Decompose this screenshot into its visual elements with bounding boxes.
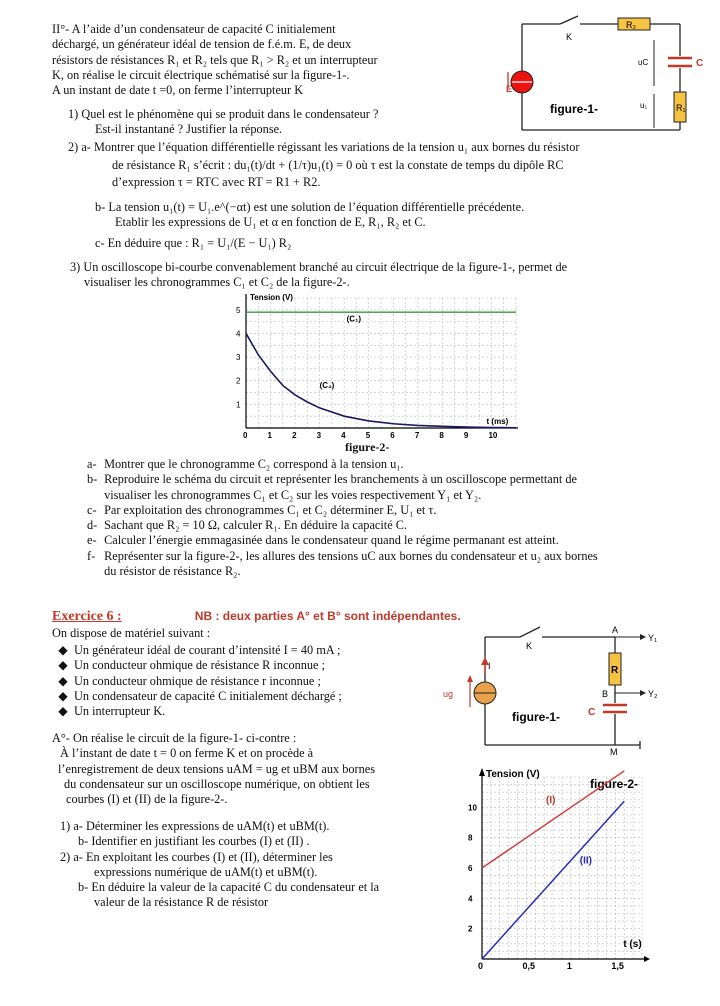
figure-1-caption: figure-1- bbox=[512, 710, 560, 724]
circuit-figure-1-part2 bbox=[500, 10, 715, 140]
material-list bbox=[52, 643, 342, 719]
question-2b bbox=[95, 200, 524, 231]
list-item: ◆ Un conducteur ohmique de résistance R inconnue ; bbox=[58, 658, 325, 673]
list-item: ◆ Un condensateur de capacité C initialement déchargé ; bbox=[58, 688, 342, 703]
intro-line: K, on réalise le circuit électrique schématisé sur la figure-1-. bbox=[52, 67, 350, 82]
x-tick-label: 1,5 bbox=[611, 961, 624, 971]
part-A bbox=[52, 731, 375, 807]
x-axis-label: t (s) bbox=[623, 939, 642, 950]
intro-line: II°- A l’aide d’un condensateur de capacité C initialement bbox=[52, 22, 336, 36]
x-tick-label: 0 bbox=[243, 431, 248, 440]
ex6-questions bbox=[60, 819, 379, 911]
ex6-q-line: 1) a- Déterminer les expressions de uAM(t) et uBM(t). bbox=[60, 819, 330, 833]
ex6-q-line: 2) a- En exploitant les courbes (I) et (II), déterminer les bbox=[60, 849, 333, 864]
part2-intro bbox=[52, 22, 378, 98]
exercise-6-header bbox=[52, 609, 461, 624]
ex6-q-line: b- En déduire la valeur de la capacité C du condensateur et la bbox=[78, 880, 380, 895]
label-A: A bbox=[612, 625, 619, 635]
y-tick-label: 2 bbox=[468, 924, 473, 934]
x-tick-label: 5 bbox=[365, 431, 371, 440]
ex6-q-line: valeur de la résistance R de résistor bbox=[94, 895, 269, 910]
label-Y2: Y₂ bbox=[648, 689, 658, 699]
label-R: R bbox=[611, 665, 619, 676]
y-axis-label: Tension (V) bbox=[250, 293, 293, 302]
partA-line: courbes (I) et (II) de la figure-2-. bbox=[66, 792, 228, 807]
label-B: B bbox=[602, 689, 609, 699]
partA-line: À l’instant de date t = 0 on ferme K et on procède à bbox=[60, 746, 314, 761]
y-tick-label: 8 bbox=[468, 833, 473, 843]
question-3 bbox=[70, 260, 567, 291]
intro-line: résistors de résistances R₁ et R₂ tels que R₁ > R₂ et un interrupteur bbox=[52, 52, 378, 67]
label-ug: ug bbox=[443, 689, 454, 699]
q2a-line: 2) a- Montrer que l’équation différentielle régissant les variations de la tension u₁ aux bornes du résistor bbox=[68, 140, 580, 154]
question-2a bbox=[68, 140, 580, 191]
label-R1: R₁ bbox=[676, 103, 686, 113]
label-C: C bbox=[696, 58, 704, 69]
x-tick-label: 10 bbox=[488, 431, 498, 440]
chart-figure-2-part2 bbox=[228, 290, 518, 440]
label-curve-II: (II) bbox=[579, 855, 592, 867]
nb-note: NB : deux parties A° et B° sont indépendantes. bbox=[194, 609, 461, 623]
x-tick-label: 1 bbox=[267, 431, 272, 440]
x-tick-label: 7 bbox=[414, 431, 420, 440]
intro-line: A un instant de date t =0, on ferme l’interrupteur K bbox=[52, 83, 304, 98]
x-tick-label: 3 bbox=[316, 431, 322, 440]
y-tick-label: 4 bbox=[468, 894, 473, 904]
q2a-line: de résistance R₁ s’écrit : du₁(t)/dt + (1/τ)u₁(t) = 0 où τ est la constate de temps du dipôle RC bbox=[112, 158, 564, 173]
y-tick-label: 1 bbox=[236, 400, 241, 410]
partA-line: du condensateur sur un oscilloscope numérique, on obtient les bbox=[64, 776, 370, 791]
y-tick-label: 3 bbox=[236, 353, 241, 363]
x-tick-label: 1 bbox=[566, 961, 572, 971]
subq-e: e- Calculer l’énergie emmagasinée dans le condensateur quand le régime permanant est atteint. bbox=[87, 533, 559, 548]
ex6-q-line: expressions numérique de uAM(t) et uBM(t). bbox=[94, 864, 318, 879]
label-K: K bbox=[566, 32, 573, 42]
label-E: E bbox=[506, 84, 513, 94]
circuit-figure-1-ex6 bbox=[440, 625, 680, 760]
q2a-line: d’expression τ = RTC avec RT = R1 + R2. bbox=[112, 175, 321, 190]
question-2c: c- En déduire que : R₁ = U₁/(E − U₁) R₂ bbox=[95, 236, 292, 250]
figure-2-caption: figure-2- bbox=[590, 777, 638, 791]
label-c1: (C₁) bbox=[346, 314, 362, 324]
q1-line: Est-il instantané ? Justifier la réponse. bbox=[95, 122, 283, 137]
y-axis-label: Tension (V) bbox=[486, 769, 540, 780]
label-Y1: Y₁ bbox=[648, 633, 658, 643]
x-tick-label: 0 bbox=[478, 961, 484, 971]
ex6-intro: On dispose de matériel suivant : bbox=[52, 626, 211, 640]
x-tick-label: 2 bbox=[292, 431, 297, 440]
figure-2-caption: figure-2- bbox=[345, 440, 390, 454]
label-uC: uC bbox=[638, 58, 649, 67]
list-item: ◆ Un interrupteur K. bbox=[58, 704, 166, 719]
y-axis-arrow bbox=[479, 768, 485, 776]
series-II-line bbox=[482, 801, 624, 959]
subq-a: a- Montrer que le chronogramme C₂ correspond à la tension u₁. bbox=[87, 457, 404, 471]
subq-d: d- Sachant que R₂ = 10 Ω, calculer R₁. En déduire la capacité C. bbox=[87, 518, 408, 533]
label-M: M bbox=[610, 747, 618, 757]
x-tick-label: 8 bbox=[439, 431, 444, 440]
q2b-line: Etablir les expressions de U₁ et α en fonction de E, R₁, R₂ et C. bbox=[115, 215, 426, 230]
x-axis-arrow bbox=[644, 956, 650, 962]
label-I: I bbox=[488, 661, 491, 671]
q3-line: visualiser les chronogrammes C₁ et C₂ de la figure-2-. bbox=[84, 275, 350, 290]
partA-line: A°- On réalise le circuit de la figure-1- ci-contre : bbox=[52, 731, 297, 745]
partA-line: l’enregistrement de deux tensions uAM = ug et uBM aux bornes bbox=[58, 761, 376, 776]
question-1 bbox=[68, 107, 378, 138]
chart-figure-2-ex6 bbox=[462, 762, 652, 972]
q3-line: 3) Un oscilloscope bi-courbe convenablement branché au circuit électrique de la figure-1-, permet de bbox=[70, 260, 568, 274]
figure-1-caption: figure-1- bbox=[550, 102, 598, 116]
subq-f: f- Représenter sur la figure-2-, les allures des tensions uC aux bornes du condensateur et u₂ aux bornes bbox=[87, 548, 598, 563]
y-tick-label: 10 bbox=[468, 803, 477, 813]
subq-f2: du résistor de résistance R₂. bbox=[104, 564, 241, 579]
q1-line: 1) Quel est le phénomène qui se produit dans le condensateur ? bbox=[68, 107, 379, 121]
q2b-line: b- La tension u₁(t) = U₁.e^(−αt) est une solution de l’équation différentielle précédente. bbox=[95, 200, 525, 214]
label-K: K bbox=[526, 641, 533, 651]
label-R2: R₂ bbox=[626, 20, 636, 30]
x-tick-label: 0,5 bbox=[522, 961, 535, 971]
label-c2: (C₂) bbox=[319, 380, 335, 390]
label-C: C bbox=[588, 707, 596, 718]
exercise-6-title: Exercice 6 : bbox=[52, 609, 122, 624]
list-item: ◆ Un générateur idéal de courant d’intensité I = 40 mA ; bbox=[58, 643, 341, 657]
y-tick-label: 4 bbox=[236, 329, 241, 339]
subq-b: b- Reproduire le schéma du circuit et représenter les branchements à un oscilloscope permettant de bbox=[87, 472, 577, 487]
label-u1: u₁ bbox=[640, 101, 648, 110]
subquestions bbox=[87, 457, 598, 579]
x-tick-label: 4 bbox=[341, 431, 346, 440]
x-tick-label: 6 bbox=[390, 431, 395, 440]
x-tick-label: 9 bbox=[463, 431, 469, 440]
intro-line: déchargé, un générateur idéal de tension de f.é.m. E, de deux bbox=[52, 37, 352, 52]
subq-b2: visualiser les chronogrammes C₁ et C₂ sur les voies respectivement Y₁ et Y₂. bbox=[104, 487, 482, 502]
x-axis-label: t (ms) bbox=[486, 417, 509, 426]
list-item: ◆ Un conducteur ohmique de résistance r inconnue ; bbox=[58, 673, 321, 688]
label-curve-I: (I) bbox=[546, 794, 556, 806]
subq-c: c- Par exploitation des chronogrammes C₁ et C₂ déterminer E, U₁ et τ. bbox=[87, 502, 437, 517]
ex6-q-line: b- Identifier en justifiant les courbes (I) et (II) . bbox=[78, 834, 310, 849]
y-tick-label: 6 bbox=[468, 864, 473, 873]
y-tick-label: 5 bbox=[236, 305, 241, 315]
y-tick-label: 2 bbox=[236, 376, 241, 386]
